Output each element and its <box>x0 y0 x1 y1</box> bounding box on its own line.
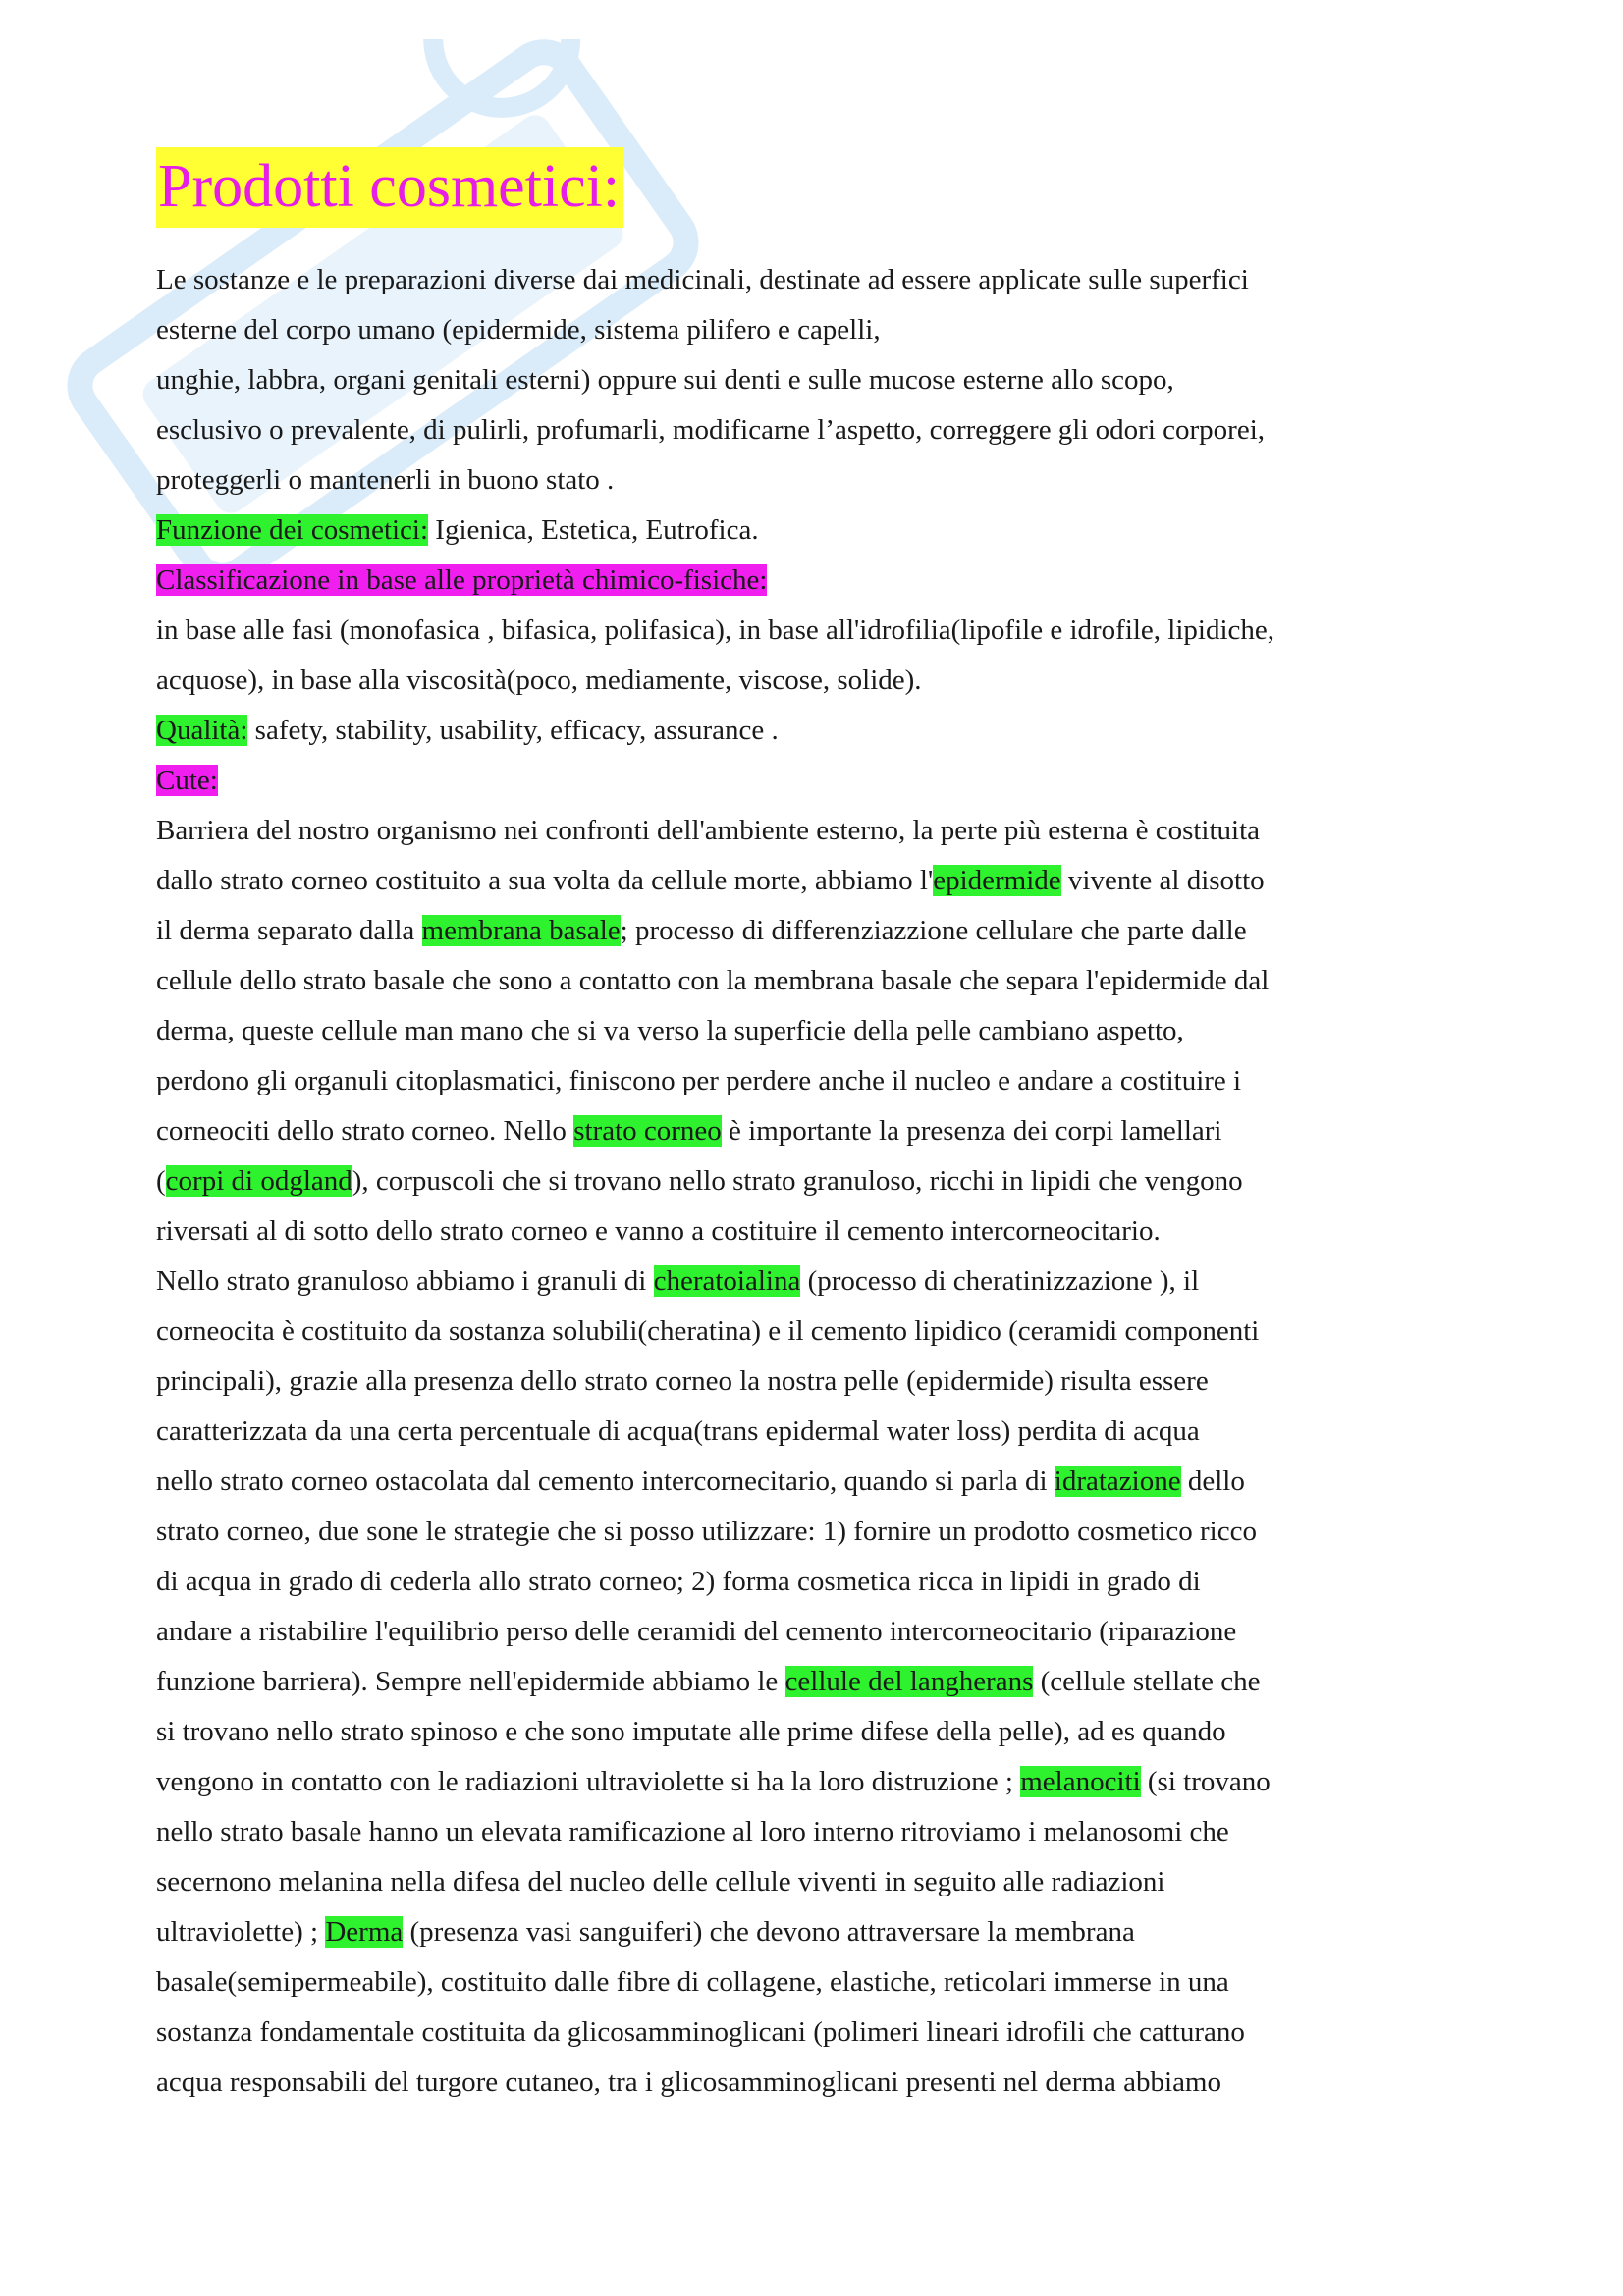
page-title: Prodotti cosmetici: <box>156 147 623 228</box>
classificazione-label: Classificazione in base alle proprietà chimico-fisiche: <box>156 564 768 596</box>
term-derma: Derma <box>325 1916 404 1948</box>
cute-label: Cute: <box>156 765 218 796</box>
term-melanociti: melanociti <box>1020 1766 1141 1797</box>
qualita-label: Qualità: <box>156 715 248 746</box>
term-corpi-odgland: corpi di odgland <box>165 1165 352 1197</box>
funzione-text: Igienica, Estetica, Eutrofica. <box>428 514 759 546</box>
term-cellule-langherans: cellule del langherans <box>784 1666 1034 1697</box>
funzione-label: Funzione dei cosmetici: <box>156 514 429 546</box>
term-strato-corneo: strato corneo <box>573 1115 722 1147</box>
term-idratazione: idratazione <box>1054 1466 1181 1497</box>
document-page <box>156 147 1482 2108</box>
qualita-text: safety, stability, usability, efficacy, assurance . <box>247 715 779 746</box>
term-cheratoialina: cheratoialina <box>653 1265 801 1297</box>
term-epidermide: epidermide <box>933 865 1061 896</box>
definition-paragraph: Le sostanze e le preparazioni diverse dai medicinali, destinate ad essere applicate sulle superfici esterne del corpo umano (epidermide, sistema pilifero e capelli, unghie, labbra, organi genitali esterni) oppure sui denti e sulle mucose esterne allo scopo, esclusivo o prevalente, di pulirli, profumarli, modificarne l’aspetto, correggere gli odori corporei, proteggerli o mantenerli in buono stato . Funzione dei cosmetici: Igienica, Estetica, Eutrofica. Classificazione in base alle proprietà chimico-fisiche: in base alle fasi (monofasica , bifasica, polifasica), in base all'idrofilia(lipofile e idrofile, lipidiche, acquose), in base alla viscosità(poco, mediamente, viscose, solide). Qualità: safety, stability, usability, efficacy, assurance . Cute: Barriera del nostro organismo nei confronti dell'ambiente esterno, la perte più esterna è costituita dallo strato corneo costituito a sua volta da cellule morte, abbiamo l'epidermide vivente al disotto il derma separato dalla membrana basale; processo di differenziazzione cellulare che parte dalle cellule dello strato basale che sono a contatto con la membrana basale che separa l'epidermide dal derma, queste cellule man mano che si va verso la superficie della pelle cambiano aspetto, perdono gli organuli citoplasmatici, finiscono per perdere anche il nucleo e andare a costituire i corneociti dello strato corneo. Nello strato corneo è importante la presenza dei corpi lamellari (corpi di odgland), corpuscoli che si trovano nello strato granuloso, ricchi in lipidi che vengono riversati al di sotto dello strato corneo e vanno a costituire il cemento intercorneocitario. Nello strato granuloso abbiamo i granuli di cheratoialina (processo di cheratinizzazione ), il corneocita è costituito da sostanza solubili(cheratina) e il cemento lipidico (ceramidi componenti principali), grazie alla presenza dello strato corneo la nostra pelle (epidermide) risulta essere caratterizzata da una certa percentuale di acqua(trans epidermal water loss) perdita di acqua nello strato corneo ostacolata dal cemento intercornecitario, quando si parla di idratazione dello strato corneo, due sone le strategie che si posso utilizzare: 1) fornire un prodotto cosmetico ricco di acqua in grado di cederla allo strato corneo; 2) forma cosmetica ricca in lipidi in grado di andare a ristabilire l'equilibrio perso delle ceramidi del cemento intercorneocitario (riparazione funzione barriera). Sempre nell'epidermide abbiamo le cellule del langherans (cellule stellate che si trovano nello strato spinoso e che sono imputate alle prime difese della pelle), ad es quando vengono in contatto con le radiazioni ultraviolette si ha la loro distruzione ; melanociti (si trovano nello strato basale hanno un elevata ramificazione al loro interno ritroviamo i melanosomi che secernono melanina nella difesa del nucleo delle cellule viventi in seguito alle radiazioni ultraviolette) ; Derma (presenza vasi sanguiferi) che devono attraversare la membrana basale(semipermeabile), costituito dalle fibre di collagene, elastiche, reticolari immerse in una sostanza fondamentale costituita da glicosamminoglicani (polimeri lineari idrofili che catturano acqua responsabili del turgore cutaneo, tra i glicosamminoglicani presenti nel derma abbiamo <box>156 264 1275 2098</box>
term-membrana-basale: membrana basale <box>421 915 621 946</box>
